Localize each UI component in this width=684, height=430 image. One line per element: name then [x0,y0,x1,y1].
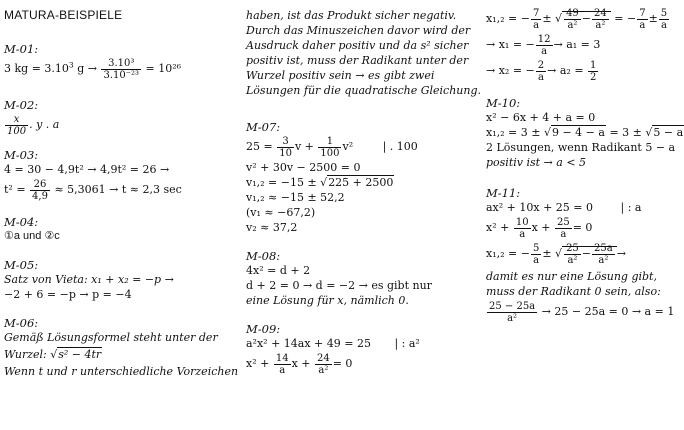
m01-rhs: = 10²⁶ [145,62,182,75]
m05-label: M-05: [4,258,39,272]
m06-line8: Wurzel positiv sein → es gibt zwei [246,69,435,82]
m01-equation [4,56,242,82]
m06-line3: Wenn t und r unterschiedliche Vorzeichen [4,365,239,378]
m07-frac1: $\frac{3}{10}$ [279,135,292,159]
column-right [486,0,684,325]
m11-frac2: $\frac{25}{a}$ [556,216,570,240]
m09-frac2: $\frac{24}{\text{a²}}$ [316,352,330,376]
m06-line4: haben, ist das Produkt sicher negativ. [246,9,457,22]
page-title: MATURA-BEISPIELE [4,8,123,22]
m05-line1: Satz von Vieta: x₁ + x₂ = −p → [4,273,174,286]
m06-radicand: s² − 4tr [58,348,102,361]
m11-line5: muss der Radikant 0 sein, also: [486,285,661,298]
m11-line1: ax² + 10x + 25 = 0 | : a [486,201,642,214]
m10-label: M-10: [486,96,521,110]
m01-label: M-01: [4,42,39,56]
m07-line4: v₁,₂ ≈ −15 ± 52,2 [246,191,345,204]
m11-line4: damit es nur eine Lösung gibt, [486,270,657,283]
m07-operation: | . 100 [382,140,418,153]
m09-line5: → x₂ = − $\frac{2}{a}$ → a₂ = $\frac{1}{2}$ [486,59,597,83]
m11-frac1: $\frac{10}{a}$ [515,216,529,240]
m04-label: M-04: [4,215,39,229]
m11-label: M-11: [486,186,521,200]
m07-frac2: $\frac{1}{100}$ [320,135,340,159]
m03-label: M-03: [4,148,39,162]
m03-fraction: $\frac{26}{4,9}$ [32,178,48,202]
m10-line3: 2 Lösungen, wenn Radikant 5 − a [486,141,676,154]
m07-line2: v² + 30v − 2500 = 0 [246,161,361,174]
m11-radicand: $\frac{25}{\text{a²}}$ − $\frac{25a}{\text{a²}}$ [562,246,617,260]
m02-rest: . y . a [29,118,60,131]
m11-line6: $\frac{25 - 25a}{\text{a²}}$ → 25 − 25a = 0 → a = 1 [489,300,675,324]
m11-line3: x₁,₂ = − $\frac{5}{a}$ ± √ $\frac{25}{\text{a²}}$ − $\frac{25a}{\text{a²}}$ → [486,242,626,266]
m10-line1: x² − 6x + 4 + a = 0 [486,111,596,124]
m10-line2: x₁,₂ = 3 ± √9 − 4 − a = 3 ± √5 − a [486,126,684,139]
m11-frac3: $\frac{5}{a}$ [532,242,540,266]
m07-line1: 25 = $\frac{3}{10}$ v + $\frac{1}{100}$ v² | . 100 [246,135,418,159]
m09-frac4: $\frac{7}{a}$ [639,7,646,31]
m06-line1: Gemäß Lösungsformel steht unter der [4,331,218,344]
m01-lhs-exp: 3 [68,60,74,70]
m10-line4: positiv ist → a < 5 [486,156,587,169]
m01-lhs: 3 kg = 3.10 [4,62,69,75]
m08-label: M-08: [246,249,281,263]
m01-fraction: $\frac{\text{3.10³}}{\text{3.10⁻²³}}$ [103,57,140,81]
m05-line2: −2 + 6 = −p → p = −4 [4,288,132,301]
m07-line5: (v₁ ≈ −67,2) [246,206,316,219]
m09-frac1: $\frac{14}{a}$ [275,352,289,376]
m06-line9: Lösungen für die quadratische Gleichung. [246,84,482,97]
m08-line2: d + 2 = 0 → d = −2 → es gibt nur [246,279,432,292]
m01-mid: g → [77,62,97,75]
m04-answer: ①a und ②c [4,230,60,242]
m06-label: M-06: [4,316,39,330]
m03-line1: 4 = 30 − 4,9t² → 4,9t² = 26 → [4,163,170,176]
m09-frac7: $\frac{2}{a}$ [537,59,545,83]
m08-line3: eine Lösung für x, nämlich 0. [246,294,409,307]
m06-line2: Wurzel: √s² − 4tr [4,348,102,361]
m09-frac5: $\frac{5}{a}$ [660,7,668,31]
m09-line1: a²x² + 14ax + 49 = 25 | : a² [246,337,420,350]
m08-line1: 4x² = d + 2 [246,264,311,277]
m02-fraction: $\frac{x}{100}$ [7,113,27,137]
m07-line6: v₂ ≈ 37,2 [246,221,298,234]
m11-line2: x² + $\frac{10}{a}$ x + $\frac{25}{a}$ = 0 [486,216,593,240]
m09-line4: → x₁ = − $\frac{12}{a}$ → a₁ = 3 [486,33,601,57]
m09-line2: x² + $\frac{14}{a}$ x + $\frac{24}{\text{a²}}$ = 0 [246,352,353,376]
column-left [4,0,242,379]
m06-line6: Ausdruck daher positiv und da s² sicher [246,39,469,52]
m06-line7: positiv ist, muss der Radikant unter der [246,54,469,67]
m11-frac4: $\frac{25 - 25a}{\text{a²}}$ [489,300,536,324]
m09-frac8: $\frac{1}{2}$ [590,59,597,83]
m06-line5: Durch das Minuszeichen davor wird der [246,24,471,37]
m07-line3: v₁,₂ = −15 ± √225 + 2500 [246,176,394,189]
m03-line2: t² = $\frac{26}{4,9}$ ≈ 5,3061 → t ≈ 2,3 sec [4,178,182,202]
m09-frac6: $\frac{12}{a}$ [537,33,551,57]
m09-radicand: $\frac{49}{\text{a²}}$ − $\frac{24}{\text{a²}}$ [562,11,611,25]
m09-label: M-09: [246,322,281,336]
m07-label: M-07: [246,120,281,134]
m02-expression [4,112,242,138]
m09-line3: x₁,₂ = − $\frac{7}{a}$ ± √ $\frac{49}{\text{a²}}$ − $\frac{24}{\text{a²}}$ = − $\frac{7}{a}$ ± $\frac{5}{a}$ [486,7,668,31]
m02-label: M-02: [4,98,39,112]
m09-frac3: $\frac{7}{a}$ [532,7,540,31]
column-middle [246,0,482,377]
